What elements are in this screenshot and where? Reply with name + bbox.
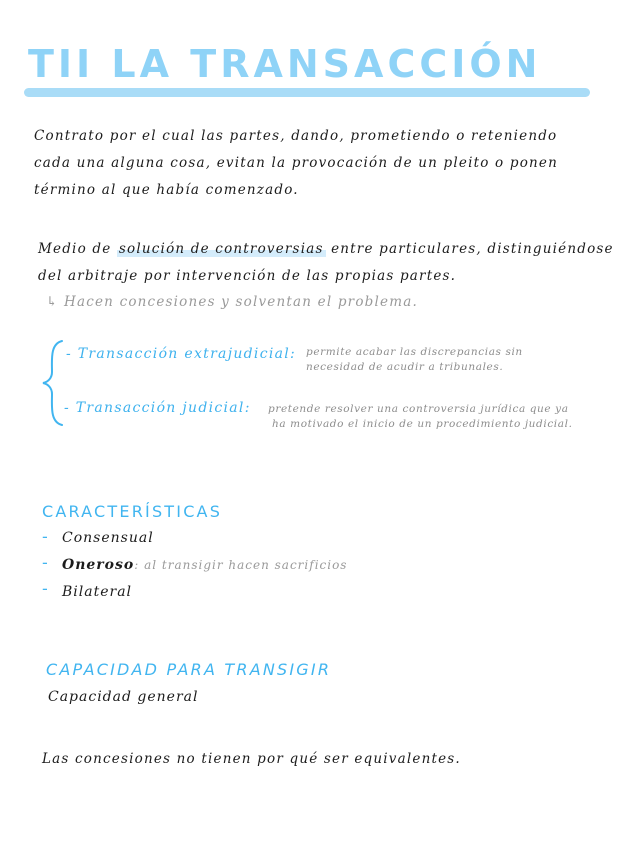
medio-note	[46, 294, 418, 310]
caracteristicas-heading: CARACTERÍSTICAS	[42, 502, 223, 521]
title-underline	[24, 88, 590, 97]
type-judicial-desc-1: pretende resolver una controversia jurídica que ya	[268, 403, 569, 415]
closing-statement: Las concesiones no tienen por qué ser equivalentes.	[42, 751, 461, 767]
list-dash: -	[42, 527, 48, 546]
type-extrajudicial-desc-2: necesidad de acudir a tribunales.	[306, 361, 504, 373]
type-judicial-label: - Transacción judicial:	[64, 400, 251, 416]
type-extrajudicial-label: - Transacción extrajudicial:	[66, 346, 297, 362]
caracteristica-bilateral: Bilateral	[62, 584, 133, 600]
arrow-icon: ↳	[46, 294, 59, 310]
medio-line-2: del arbitraje por intervención de las propias partes.	[38, 268, 457, 284]
caracteristica-consensual: Consensual	[62, 530, 154, 546]
caracteristica-oneroso	[62, 557, 347, 573]
type-extrajudicial-desc-1: permite acabar las discrepancias sin	[306, 346, 523, 358]
medio-pre: Medio de	[38, 241, 117, 257]
medio-note-text: Hacen concesiones y solventan el problema.	[64, 294, 418, 310]
type-judicial-desc-2: ha motivado el inicio de un procedimiento judicial.	[272, 418, 573, 430]
list-dash: -	[42, 553, 48, 572]
definition-line-3: término al que había comenzado.	[34, 182, 299, 198]
oneroso-label: Oneroso	[62, 557, 135, 573]
definition-line-2: cada una alguna cosa, evitan la provocación de un pleito o ponen	[34, 155, 559, 171]
medio-line-1	[38, 241, 614, 257]
list-dash: -	[42, 579, 48, 598]
page-title: TII LA TRANSACCIÓN	[28, 42, 542, 86]
medio-highlight: solución de controversias	[118, 241, 324, 257]
capacidad-heading: CAPACIDAD PARA TRANSIGIR	[46, 660, 332, 679]
capacidad-text: Capacidad general	[48, 689, 199, 705]
definition-line-1: Contrato por el cual las partes, dando, prometiendo o reteniendo	[34, 128, 558, 144]
medio-post: entre particulares, distinguiéndose	[325, 241, 614, 257]
oneroso-note: : al transigir hacen sacrificios	[134, 558, 348, 572]
